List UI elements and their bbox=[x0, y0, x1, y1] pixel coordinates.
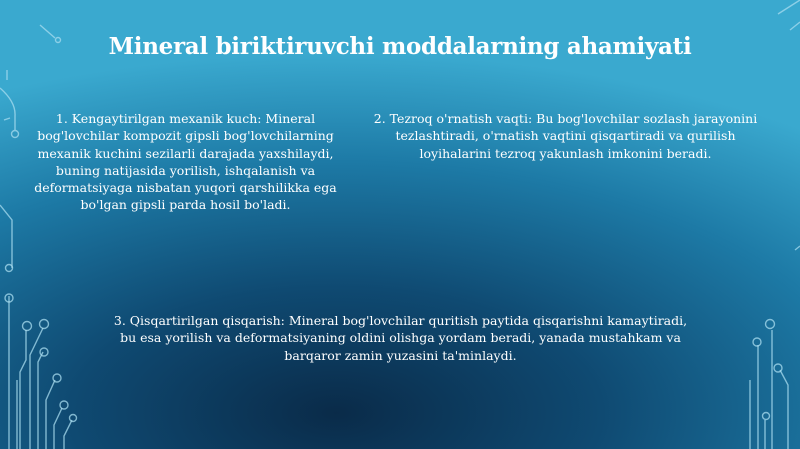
paragraph-shrinkage: 3. Qisqartirilgan qisqarish: Mineral bog'lovchilar quritish paytida qisqarishni kamaytiradi, bu esa yorilish va deformatsiyaning oldini olishga yordam beradi, yanada mustahkam va barqaror zamin yuzasini ta'minlaydi. bbox=[113, 313, 688, 363]
paragraph-setting-time: 2. Tezroq o'rnatish vaqti: Bu bog'lovchilar sozlash jarayonini tezlashtiradi, o'rnatish vaqtini qisqartiradi va qurilish loyihalarini tezroq yakunlash imkonini beradi. bbox=[373, 111, 758, 161]
slide-title: Mineral biriktiruvchi moddalarning ahamiyati bbox=[108, 33, 692, 60]
paragraph-mechanical-strength: 1. Kengaytirilgan mexanik kuch: Mineral bog'lovchilar kompozit gipsli bog'lovchilarning mexanik kuchini sezilarli darajada yaxshilaydi, buning natijasida yorilish, ishqalanish va deformatsiyaga nisbatan yuqori qarshilikka ega bo'lgan gipsli parda hosil bo'ladi. bbox=[34, 111, 337, 213]
circuit-decoration-left bbox=[0, 0, 120, 449]
